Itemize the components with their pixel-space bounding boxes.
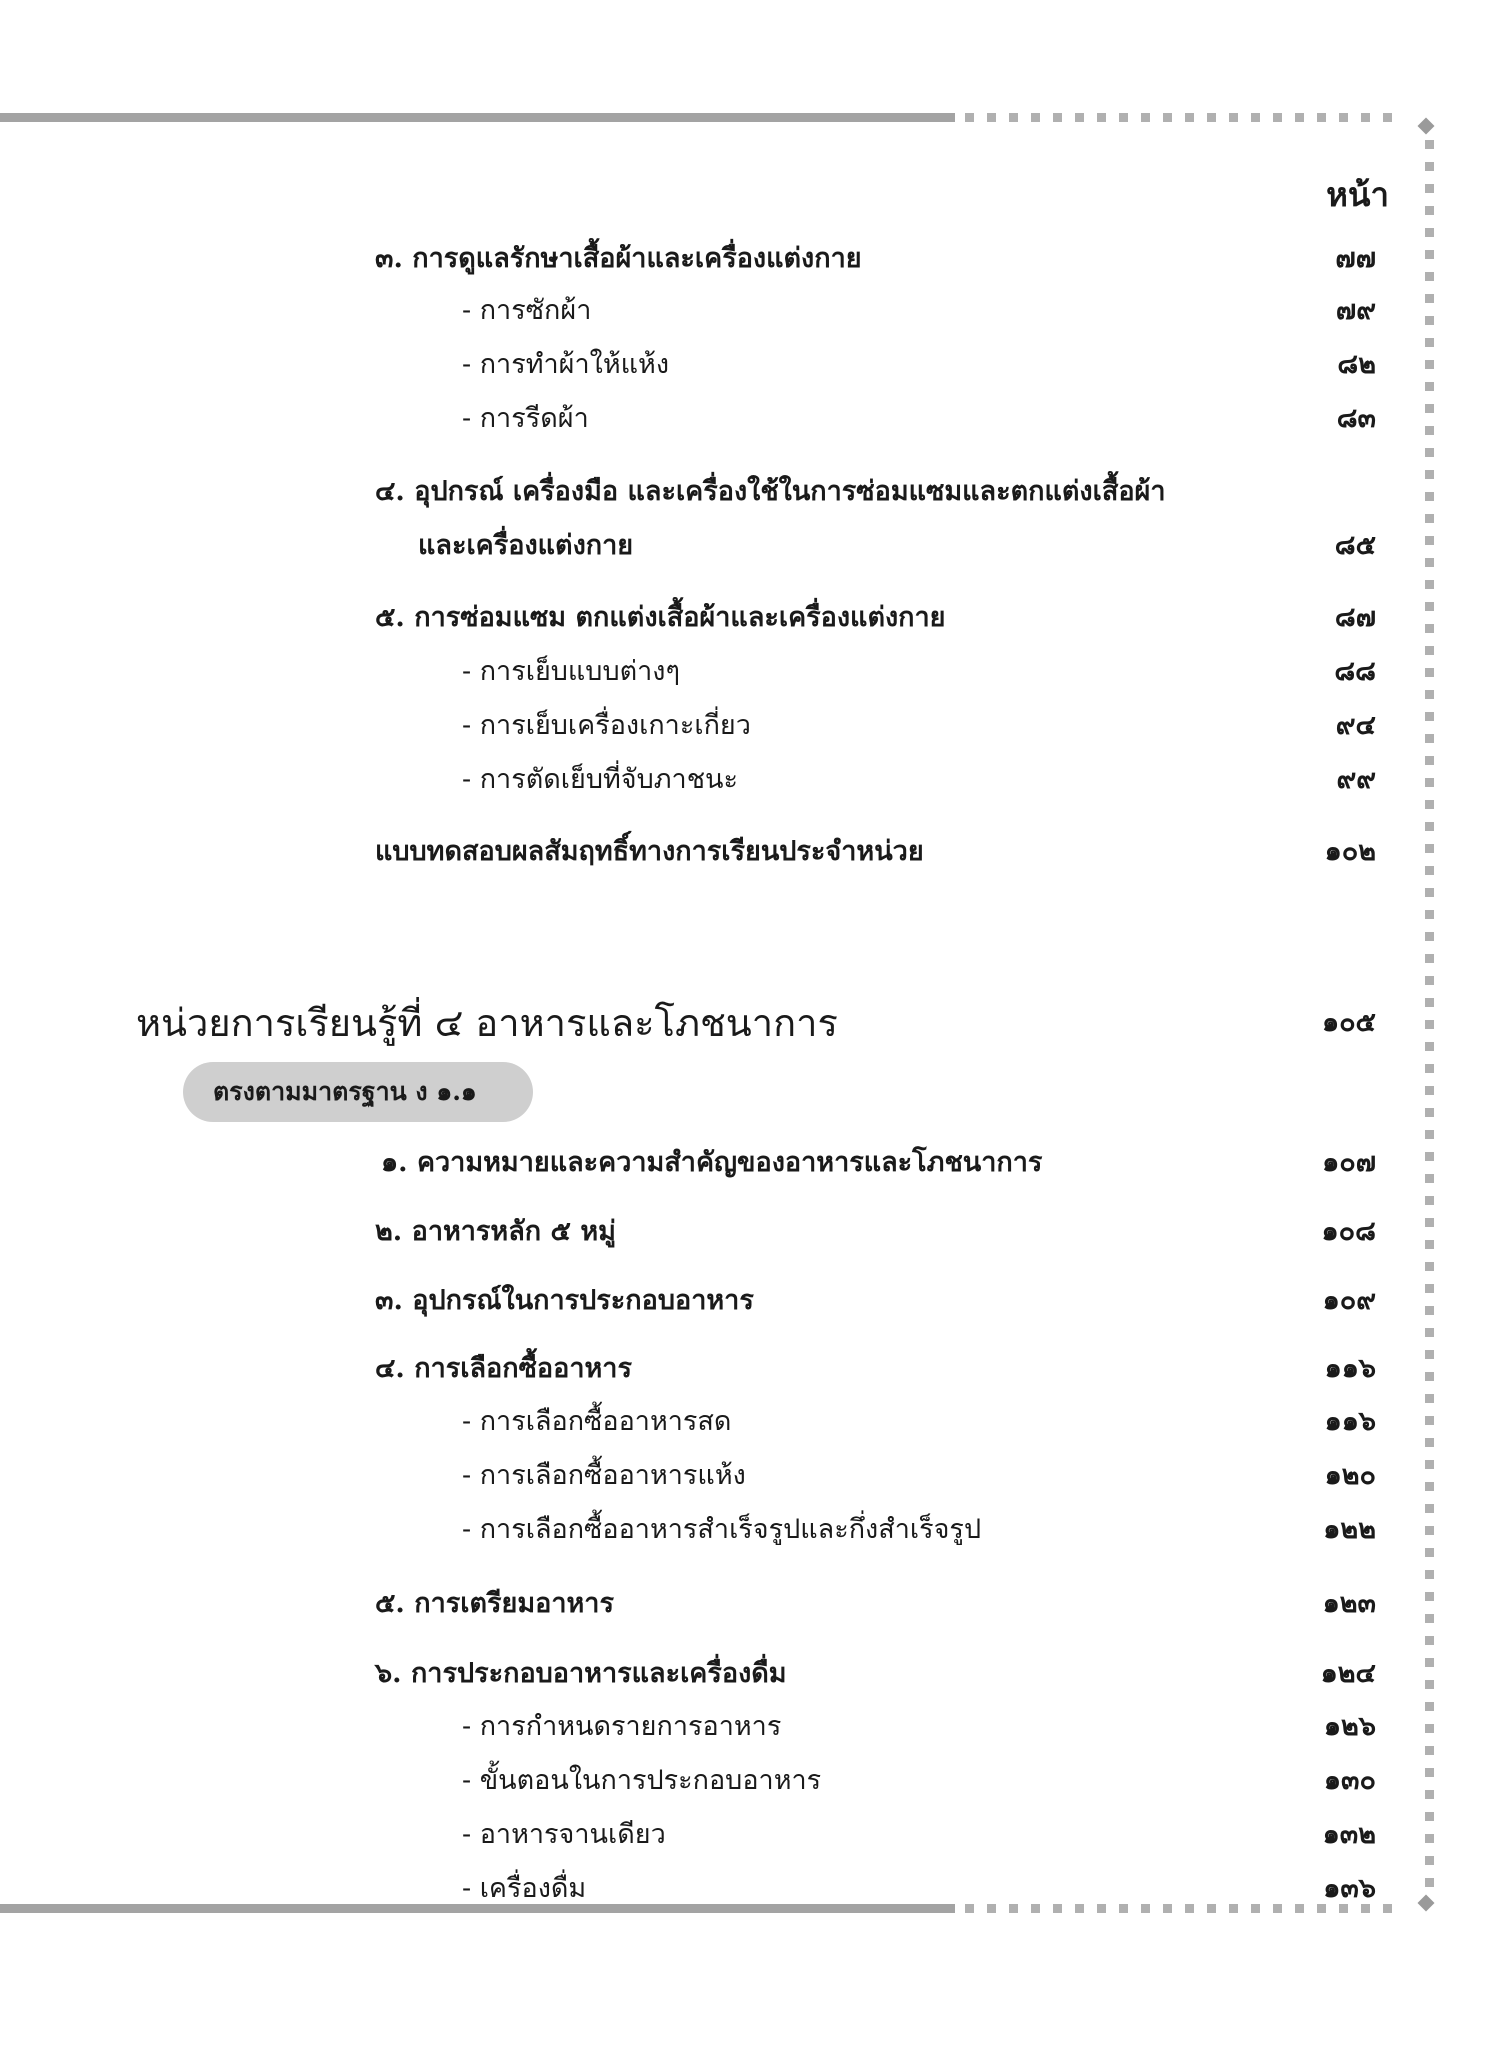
toc-entry bbox=[0, 233, 1496, 285]
toc-entry-page: ๘๒ bbox=[1337, 349, 1376, 380]
toc-entry-page: ๑๒๔ bbox=[1320, 1658, 1376, 1689]
toc-entry-title: และเครื่องแต่งกาย bbox=[418, 530, 634, 561]
top-corner-diamond bbox=[1418, 118, 1435, 135]
top-border-line bbox=[0, 113, 955, 122]
toc-entry-title: ๕. การซ่อมแซม ตกแต่งเสื้อผ้าและเครื่องแต่งกาย bbox=[375, 602, 946, 633]
toc-entry-title: - ขั้นตอนในการประกอบอาหาร bbox=[462, 1765, 822, 1796]
toc-subentry bbox=[0, 1755, 1496, 1807]
toc-entry-page: ๑๒๐ bbox=[1324, 1460, 1376, 1491]
toc-entry-page: ๘๕ bbox=[1334, 530, 1376, 561]
page-column-header: หน้า bbox=[1326, 175, 1389, 214]
toc-entry bbox=[0, 1343, 1496, 1395]
toc-entry-title: แบบทดสอบผลสัมฤทธิ์ทางการเรียนประจำหน่วย bbox=[375, 836, 924, 867]
toc-entry-page: ๑๓๐ bbox=[1323, 1765, 1376, 1796]
toc-entry-page: ๑๒๒ bbox=[1323, 1514, 1376, 1545]
toc-subentry bbox=[0, 1504, 1496, 1556]
toc-entry-title: ๕. การเตรียมอาหาร bbox=[375, 1588, 614, 1619]
toc-entry-page: ๑๐๒ bbox=[1324, 836, 1376, 867]
toc-entry-title: - เครื่องดื่ม bbox=[462, 1873, 587, 1904]
toc-subentry bbox=[0, 1701, 1496, 1753]
toc-entry-page: ๑๒๖ bbox=[1323, 1711, 1376, 1742]
toc-entry bbox=[0, 1275, 1496, 1327]
toc-entry bbox=[0, 1206, 1496, 1258]
toc-entry-title: ๖. การประกอบอาหารและเครื่องดื่ม bbox=[375, 1658, 787, 1689]
toc-entry-page: ๑๐๗ bbox=[1322, 1147, 1376, 1178]
toc-entry bbox=[0, 826, 1496, 878]
toc-entry-title: - การซักผ้า bbox=[462, 295, 592, 326]
top-dotted-border bbox=[965, 113, 1405, 122]
toc-subentry bbox=[0, 1396, 1496, 1448]
toc-entry-title: - อาหารจานเดียว bbox=[462, 1819, 666, 1850]
toc-subentry bbox=[0, 339, 1496, 391]
unit-page: ๑๐๕ bbox=[1321, 1007, 1376, 1038]
toc-entry bbox=[0, 466, 1496, 518]
toc-entry-page: ๘๓ bbox=[1336, 403, 1376, 434]
toc-entry-page: ๑๐๙ bbox=[1322, 1285, 1376, 1316]
toc-entry bbox=[0, 592, 1496, 644]
toc-entry-title: - การกำหนดรายการอาหาร bbox=[462, 1711, 782, 1742]
toc-entry-page: ๑๑๖ bbox=[1324, 1406, 1376, 1437]
toc-entry-title: - การรีดผ้า bbox=[462, 403, 589, 434]
toc-entry-title: ๔. การเลือกซื้ออาหาร bbox=[375, 1353, 632, 1384]
toc-entry-page: ๑๒๓ bbox=[1322, 1588, 1376, 1619]
toc-entry-page: ๙๙ bbox=[1336, 764, 1376, 795]
toc-entry bbox=[0, 1648, 1496, 1700]
toc-entry-title: - การเลือกซื้ออาหารแห้ง bbox=[462, 1460, 746, 1491]
toc-subentry bbox=[0, 285, 1496, 337]
toc-subentry bbox=[0, 1809, 1496, 1861]
toc-entry-page: ๑๓๒ bbox=[1322, 1819, 1376, 1850]
toc-entry bbox=[0, 1578, 1496, 1630]
toc-entry-page: ๗๙ bbox=[1335, 295, 1376, 326]
toc-entry-title: ๒. อาหารหลัก ๕ หมู่ bbox=[375, 1216, 616, 1247]
standard-badge-label: ตรงตามมาตรฐาน ง ๑.๑ bbox=[213, 1077, 477, 1106]
unit-title: หน่วยการเรียนรู้ที่ ๔ อาหารและโภชนาการ bbox=[136, 1001, 838, 1045]
toc-entry-title: - การตัดเย็บที่จับภาชนะ bbox=[462, 764, 738, 795]
unit-heading bbox=[0, 992, 1496, 1054]
toc-entry-page: ๘๗ bbox=[1334, 602, 1376, 633]
toc-entry-title: ๔. อุปกรณ์ เครื่องมือ และเครื่องใช้ในการซ่อมแซมและตกแต่งเสื้อผ้า bbox=[375, 476, 1166, 507]
toc-subentry bbox=[0, 393, 1496, 445]
toc-entry-page: ๘๘ bbox=[1334, 656, 1376, 687]
toc-subentry bbox=[0, 700, 1496, 752]
toc-entry-page: ๑๐๘ bbox=[1321, 1216, 1376, 1247]
toc-entry-title: ๑. ความหมายและความสำคัญของอาหารและโภชนาการ bbox=[381, 1147, 1043, 1178]
toc-entry bbox=[0, 1137, 1496, 1189]
toc-entry-page: ๑๓๖ bbox=[1323, 1873, 1376, 1904]
toc-entry-title: - การเลือกซื้ออาหารสด bbox=[462, 1406, 732, 1437]
toc-entry-page: ๙๔ bbox=[1335, 710, 1376, 741]
toc-entry-title: ๓. อุปกรณ์ในการประกอบอาหาร bbox=[375, 1285, 754, 1316]
toc-entry-title: ๓. การดูแลรักษาเสื้อผ้าและเครื่องแต่งกาย bbox=[375, 243, 862, 274]
toc-entry-title: - การเย็บแบบต่างๆ bbox=[462, 656, 680, 687]
toc-subentry bbox=[0, 754, 1496, 806]
toc-entry-continuation bbox=[0, 520, 1496, 572]
toc-entry-page: ๗๗ bbox=[1335, 243, 1376, 274]
toc-entry-title: - การทำผ้าให้แห้ง bbox=[462, 349, 670, 380]
toc-entry-title: - การเย็บเครื่องเกาะเกี่ยว bbox=[462, 710, 751, 741]
toc-subentry bbox=[0, 646, 1496, 698]
toc-subentry bbox=[0, 1863, 1496, 1915]
toc-entry-page: ๑๑๖ bbox=[1324, 1353, 1376, 1384]
toc-subentry bbox=[0, 1450, 1496, 1502]
standard-badge bbox=[183, 1062, 533, 1122]
toc-entry-title: - การเลือกซื้ออาหารสำเร็จรูปและกึ่งสำเร็จรูป bbox=[462, 1514, 982, 1545]
